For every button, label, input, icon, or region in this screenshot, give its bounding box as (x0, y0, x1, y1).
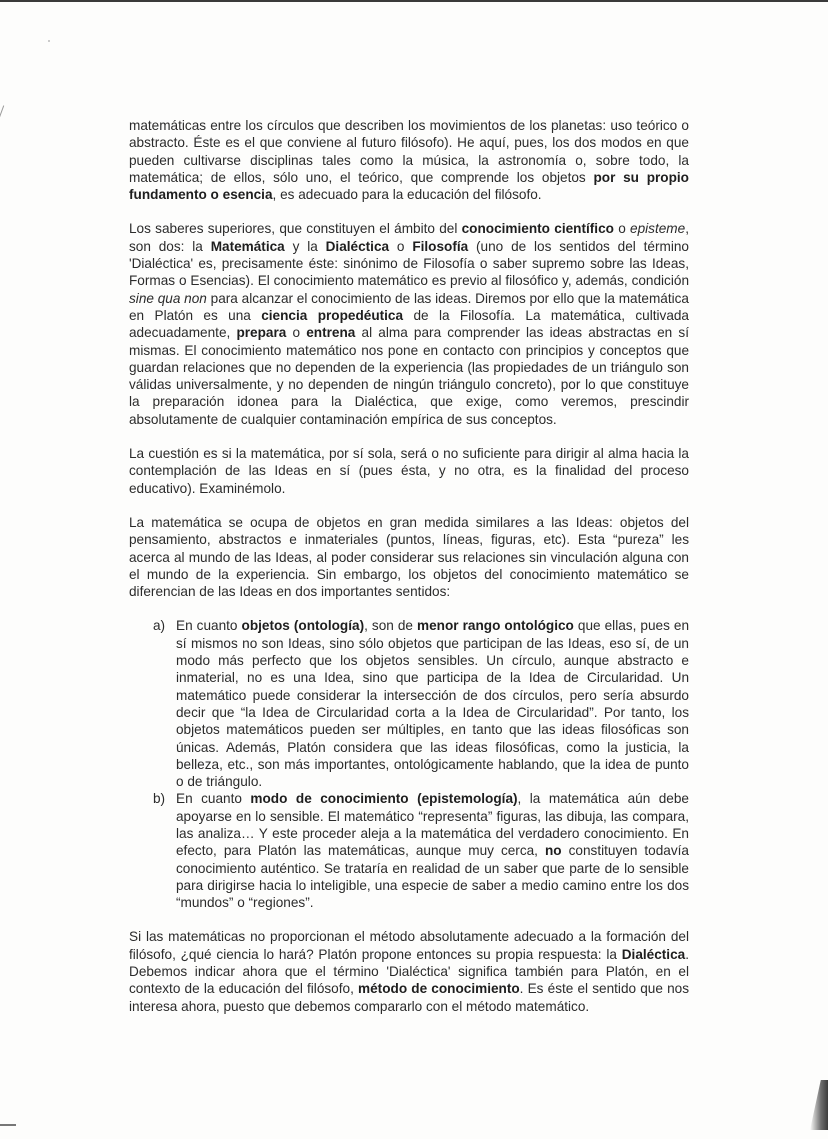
text-run: Los saberes superiores, que constituyen el ámbito del (129, 221, 462, 237)
text-run: o (286, 325, 307, 341)
list-item (129, 617, 689, 790)
text-run: o (613, 221, 631, 237)
bold-term: por su propio fundamento o esencia (129, 169, 689, 203)
text-run: que ellas, pues en sí mismos no son Ideas, sino sólo objetos que participan de las Ideas, eso sí, de un modo más perfecto que los objetos sensibles. Un círculo, aunque abstracto e inmaterial, no es una Idea, sino que participa de la Idea de Circularidad. Un matemático puede considerar la intersección de dos círculos, pero sería absurdo decir que “la Idea de Circularidad corta a la Idea de Circularidad”. Por tanto, los objetos matemáticos pueden ser múltiples, en tanto que las ideas filosóficas son únicas. Además, Platón considera que las ideas filosóficas, como la justicia, la belleza, etc., son más importantes, ontológicamente hablando, que la idea de punto o de triángulo. (176, 618, 690, 790)
text-run: al alma para comprender las ideas abstractas en sí mismas. El conocimiento matemático nos pone en contacto con principios y conceptos que guardan relaciones que no dependen de la experiencia (las propiedades de un triángulo son válidas universalmente, y no dependen de ningún triángulo concreto), por lo que constituye la preparación idonea para la Dialéctica, que exige, como veremos, prescindir absolutamente de cualquier contaminación empírica de sus conceptos. (129, 325, 689, 427)
bold-term: Filosofía (412, 238, 469, 254)
text-run: constituyen todavía conocimiento auténtico. Se trataría en realidad de un saber que parte de lo sensible para dirigirse hacia lo inteligible, una especie de saber a medio camino entre los dos “mundos” o “regiones”. (176, 843, 689, 911)
bold-term: Dialéctica (621, 946, 686, 962)
scan-top-edge (0, 0, 828, 2)
italic-term: sine qua non (129, 290, 207, 306)
text-run: En cuanto (176, 791, 251, 807)
paragraph-2 (129, 220, 689, 428)
list-item-text (176, 618, 689, 789)
bold-term: conocimiento científico (461, 221, 614, 237)
paragraph-3 (129, 445, 689, 497)
italic-term: episteme (630, 221, 686, 237)
document-body (129, 117, 689, 1032)
text-run: para alcanzar el conocimiento de las ideas. Diremos por ello que la matemática en Platón es una (129, 290, 689, 323)
bold-term: no (544, 843, 562, 859)
text-run: , son dos: la (129, 221, 689, 254)
text-run: y la (284, 238, 326, 254)
bold-term: método de conocimiento (358, 981, 520, 997)
text-run: En cuanto (176, 618, 242, 634)
text-run: , es adecuado para la educación del filósofo. (272, 187, 542, 203)
list-item-text (176, 791, 689, 910)
paragraph-5 (129, 928, 689, 1014)
text-run: matemáticas entre los círculos que describen los movimientos de los planetas: uso teórico o abstracto. Éste es el que conviene al futuro filósofo). He aquí, pues, los dos modos en que pueden cultivarse disciplinas tales como la música, la astronomía o, sobre todo, la matemática; de ellos, sólo uno, el teórico, que comprende los objetos (129, 118, 689, 185)
text-run: . Es éste el sentido que nos interesa ahora, puesto que debemos compararlo con el método matemático. (129, 981, 689, 1014)
bold-term: modo de conocimiento (epistemología) (250, 791, 518, 807)
scan-shadow-right (810, 1080, 828, 1130)
text-run: La matemática se ocupa de objetos en gran medida similares a las Ideas: objetos del pensamiento, abstractos e inmateriales (puntos, líneas, figuras, etc). Esta “pureza” les acerca al mundo de las Ideas, al poder considerar sus relaciones sin vinculación alguna con el mundo de la experiencia. Sin embargo, los objetos del conocimiento matemático se diferencian de las Ideas en dos importantes sentidos: (129, 514, 689, 600)
scan-mark-bottom-left (0, 1124, 16, 1126)
paragraph-1 (129, 117, 689, 203)
text-run: Si las matemáticas no proporcionan el método absolutamente adecuado a la formación del filósofo, ¿qué ciencia lo hará? Platón propone entonces su propia respuesta: la (129, 929, 689, 962)
bold-term: prepara (236, 325, 287, 341)
bold-term: entrena (306, 325, 356, 341)
bold-term: objetos (ontología) (241, 618, 365, 634)
bold-term: Matemática (210, 238, 285, 254)
differences-list (129, 617, 689, 911)
text-run: de la Filosofía. La matemática, cultivada adecuadamente, (129, 307, 689, 341)
text-run: , son de (364, 618, 418, 634)
text-run: , la matemática aún debe apoyarse en lo sensible. El matemático “representa” figuras, las dibuja, las compara, las analiza… Y este proceder aleja a la matemática del verdadero conocimiento. En efecto, para Platón las matemáticas, aunque muy cerca, (176, 791, 689, 859)
text-run: (uno de los sentidos del término 'Dialéctica' es, precisamente éste: sinónimo de Filosofía o saber supremo sobre las Ideas, Formas o Esencias). El conocimiento matemático es previo al filosófico y, además, condición (129, 238, 689, 289)
scan-speck (48, 40, 50, 42)
list-marker: b) (153, 791, 166, 807)
list-item (129, 790, 689, 911)
bold-term: menor rango ontológico (417, 618, 574, 634)
bold-term: Dialéctica (325, 238, 390, 254)
paragraph-4 (129, 514, 689, 600)
text-run: o (389, 238, 413, 254)
bold-term: ciencia propedéutica (261, 307, 404, 323)
scan-mark-left (0, 105, 10, 124)
text-run: La cuestión es si la matemática, por sí sola, será o no suficiente para dirigir al alma hacia la contemplación de las Ideas en sí (pues ésta, y no otra, es la finalidad del proceso educativo). Examinémolo. (129, 446, 689, 496)
text-run: . Debemos indicar ahora que el término 'Dialéctica' significa también para Platón, en el contexto de la educación del filósofo, (129, 946, 689, 997)
list-marker: a) (153, 618, 166, 634)
